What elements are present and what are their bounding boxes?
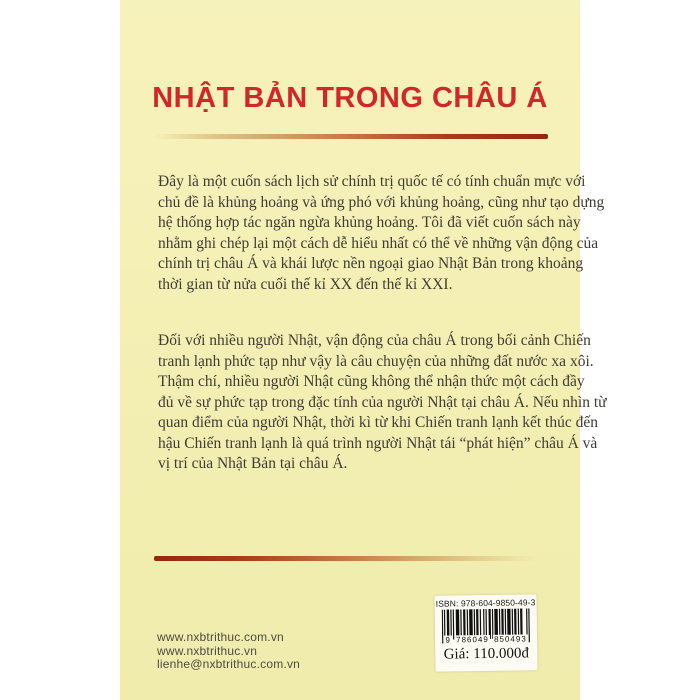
blurb-line: đủ về sự phức tạp trong đặc tính của người Nhật tại châu Á. Nếu nhìn từ: [158, 393, 607, 411]
blurb-line: chủ đề là khủng hoảng và ứng phó với khủng hoảng, cũng như tạo dựng: [158, 193, 605, 211]
blurb-line: thời gian từ nửa cuối thế kỉ XX đến thế kỉ XXI.: [158, 275, 453, 293]
blurb-line: Đây là một cuốn sách lịch sử chính trị quốc tế có tính chuẩn mực với: [158, 173, 586, 190]
blurb-paragraph-1: [158, 172, 605, 295]
blurb-line: chính trị châu Á và khái lược nền ngoại giao Nhật Bản trong khoảng: [158, 255, 584, 272]
blurb-line: hệ thống hợp tác ngăn ngừa khủng hoảng. Tôi đã viết cuốn sách này: [158, 214, 581, 231]
blurb-line: tranh lạnh phức tạp như vậy là câu chuyện của những đất nước xa xôi.: [158, 352, 594, 370]
publisher-email: lienhe@nxbtrithuc.com.vn: [157, 657, 301, 671]
isbn-text: ISBN: 978-604-9850-49-3: [435, 597, 536, 609]
book-title: NHẬT BẢN TRONG CHÂU Á: [152, 82, 548, 114]
publisher-contacts: [157, 631, 300, 672]
publisher-website-2: www.nxbtrithuc.vn: [157, 643, 258, 658]
blurb-paragraph-2: [158, 331, 607, 475]
blurb-line: hậu Chiến tranh lạnh là quá trình người Nhật tái “phát hiện” châu Á và: [158, 434, 598, 452]
price-text: Giá: 110.000đ: [443, 645, 530, 663]
blurb-line: quan điểm của người Nhật, thời kì từ khi Chiến tranh lạnh kết thúc đến: [158, 414, 598, 431]
barcode-digit-group2: 850493: [493, 634, 527, 644]
blurb-line: Đối với nhiều người Nhật, vận động của châu Á trong bối cảnh Chiến: [158, 332, 591, 349]
barcode-sticker: [434, 594, 537, 671]
barcode-digit-lead: 9: [445, 635, 451, 645]
blurb-line: nhằm ghi chép lại một cách dễ hiểu nhất có thể về những vận động của: [158, 234, 599, 252]
book-back-cover: [120, 0, 607, 700]
barcode-digits: [435, 634, 537, 644]
barcode-digit-group1: 786049: [456, 634, 489, 645]
divider-top: [154, 134, 548, 139]
divider-bottom: [154, 556, 548, 561]
publisher-website-1: www.nxbtrithuc.com.vn: [157, 630, 284, 644]
blurb-line: Thậm chí, nhiều người Nhật cũng không thể nhận thức một cách đầy: [158, 373, 585, 390]
blurb-line: vị trí của Nhật Bản tại châu Á.: [158, 455, 348, 472]
